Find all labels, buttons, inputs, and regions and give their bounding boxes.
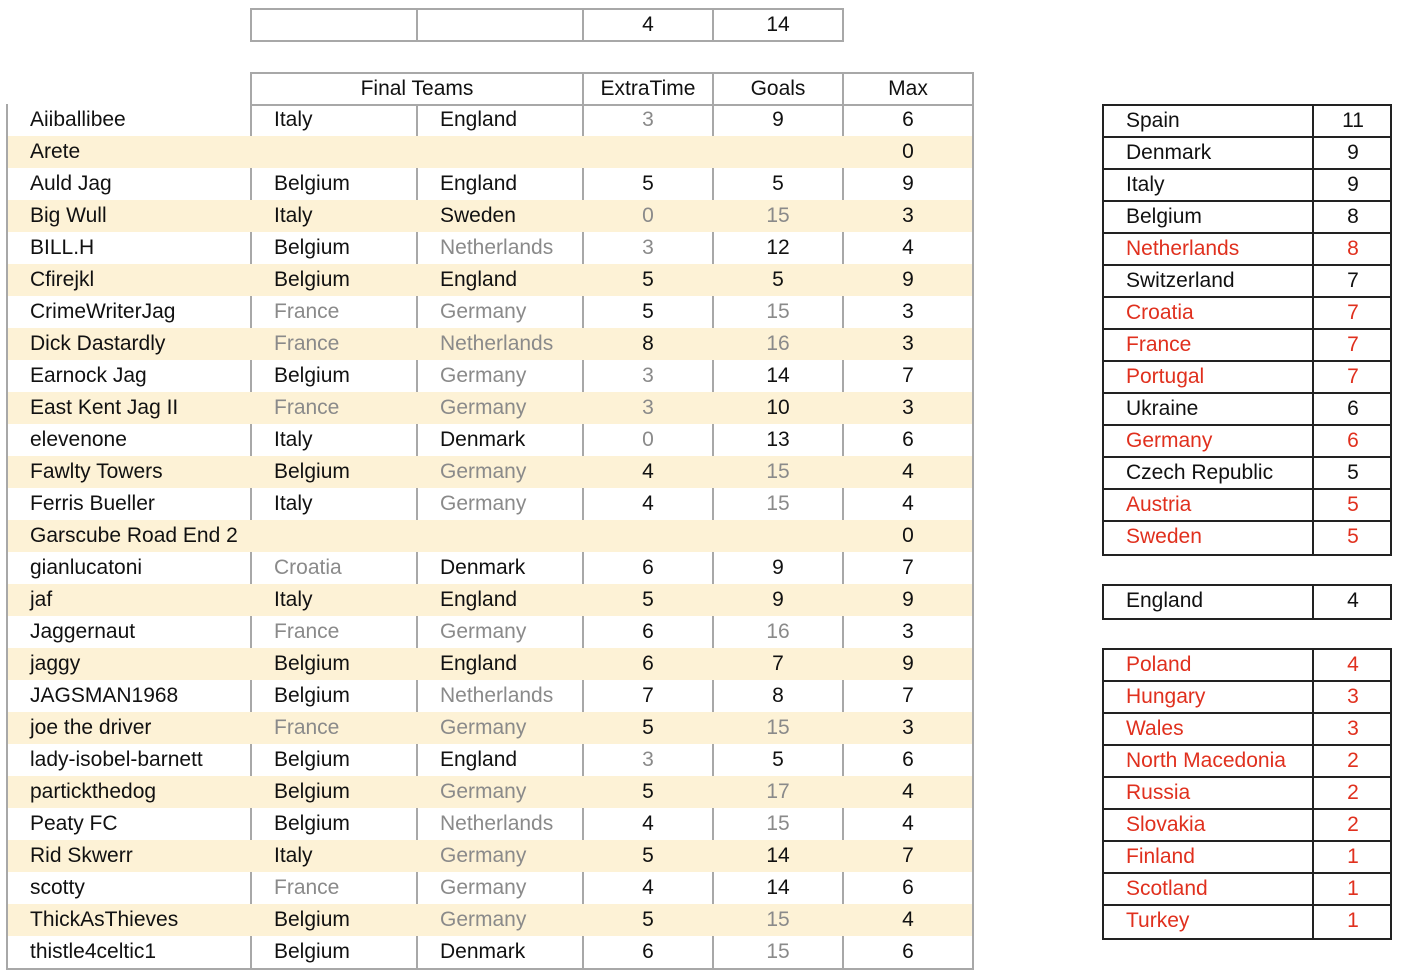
team-name: Turkey (1126, 909, 1190, 932)
team-points: 5 (1347, 493, 1359, 516)
table-row (8, 296, 972, 328)
team-2: England (440, 588, 518, 611)
team-points: 6 (1347, 397, 1359, 420)
team-1: Belgium (274, 364, 350, 387)
max-value: 6 (902, 876, 914, 899)
player-name: jaggy (30, 652, 81, 675)
team-1: France (274, 300, 340, 323)
team-points: 8 (1347, 205, 1359, 228)
extratime-value: 5 (642, 300, 654, 323)
max-value: 9 (902, 588, 914, 611)
table-row (8, 136, 972, 168)
top-cell-2 (416, 8, 584, 42)
team-row (1104, 650, 1390, 682)
team-points-table (1102, 104, 1392, 556)
table-row (8, 936, 972, 968)
goals-value: 14 (766, 844, 790, 867)
player-name: scotty (30, 876, 85, 899)
team-2: Germany (440, 492, 527, 515)
goals-value: 9 (772, 588, 784, 611)
player-name: Ferris Bueller (30, 492, 155, 515)
player-name: lady-isobel-barnett (30, 748, 203, 771)
table-row (8, 456, 972, 488)
team-2: Germany (440, 844, 527, 867)
player-name: partickthedog (30, 780, 157, 803)
header-goals: Goals (712, 72, 844, 106)
goals-value (714, 520, 842, 552)
player-name: Jaggernaut (30, 620, 136, 643)
player-name: East Kent Jag II (30, 396, 179, 419)
team-name: Spain (1126, 109, 1180, 132)
team-name: Ukraine (1126, 397, 1199, 420)
team-name: Switzerland (1126, 269, 1235, 292)
extratime-value: 3 (642, 364, 654, 387)
extratime-value: 5 (642, 844, 654, 867)
team-1: France (274, 876, 340, 899)
max-value: 4 (902, 908, 914, 931)
team-points: 2 (1347, 813, 1359, 836)
table-row (8, 904, 972, 936)
player-name: Cfirejkl (30, 268, 95, 291)
max-value: 3 (902, 396, 914, 419)
team-row (1104, 394, 1390, 426)
player-name: CrimeWriterJag (30, 300, 176, 323)
table-row (8, 520, 972, 552)
player-name: Auld Jag (30, 172, 112, 195)
team-points: 2 (1347, 781, 1359, 804)
team-row (1104, 266, 1390, 298)
extratime-value: 8 (642, 332, 654, 355)
top-cell-1 (250, 8, 418, 42)
team-points: 3 (1347, 685, 1359, 708)
table-row (8, 200, 972, 232)
team-2: Denmark (440, 556, 526, 579)
team-1: France (274, 620, 340, 643)
max-value: 7 (902, 684, 914, 707)
team-row (1104, 906, 1390, 938)
table-row (8, 264, 972, 296)
player-name: gianlucatoni (30, 556, 143, 579)
team-2: Netherlands (440, 236, 554, 259)
team-2: England (440, 108, 518, 131)
extratime-value: 6 (642, 556, 654, 579)
team-1: Belgium (274, 652, 350, 675)
team-2: England (440, 268, 518, 291)
team-1: France (274, 332, 340, 355)
england-points-table (1102, 584, 1392, 620)
team-row (1104, 458, 1390, 490)
table-row (8, 776, 972, 808)
player-name: Dick Dastardly (30, 332, 166, 355)
player-name: Earnock Jag (30, 364, 147, 387)
team-row (1104, 170, 1390, 202)
team-points: 7 (1347, 365, 1359, 388)
header-max: Max (842, 72, 974, 106)
team-name: Belgium (1126, 205, 1202, 228)
extratime-value: 4 (642, 812, 654, 835)
team-name: Russia (1126, 781, 1191, 804)
team-2: Germany (440, 396, 527, 419)
top-cell-extratime-total: 4 (582, 8, 714, 42)
team-name: Hungary (1126, 685, 1206, 708)
extratime-value: 4 (642, 460, 654, 483)
team-2: England (440, 748, 518, 771)
table-row (8, 392, 972, 424)
team-row (1104, 234, 1390, 266)
goals-value: 14 (766, 364, 790, 387)
extratime-value: 3 (642, 236, 654, 259)
max-value: 3 (902, 332, 914, 355)
table-row (8, 648, 972, 680)
goals-value: 13 (766, 428, 790, 451)
player-name: Big Wull (30, 204, 107, 227)
team-2: Netherlands (440, 812, 554, 835)
team-1: Belgium (274, 812, 350, 835)
extratime-value (584, 520, 712, 552)
goals-value: 5 (772, 748, 784, 771)
team-points: 11 (1342, 109, 1364, 132)
team-row (1104, 490, 1390, 522)
team-name: Croatia (1126, 301, 1194, 324)
team-2: Germany (440, 364, 527, 387)
team-2: Germany (440, 620, 527, 643)
max-value: 3 (902, 300, 914, 323)
player-name: Fawlty Towers (30, 460, 163, 483)
team-points: 3 (1347, 717, 1359, 740)
goals-value (714, 136, 842, 168)
team-points: 1 (1347, 909, 1359, 932)
team-name: Wales (1126, 717, 1184, 740)
team-1: Italy (274, 108, 313, 131)
team-points: 4 (1347, 653, 1359, 676)
goals-value: 15 (766, 908, 790, 931)
table-row (8, 488, 972, 520)
team-1: France (274, 716, 340, 739)
eliminated-teams-table (1102, 648, 1392, 940)
team-points: 6 (1347, 429, 1359, 452)
max-value: 3 (902, 716, 914, 739)
team-points: 1 (1347, 845, 1359, 868)
goals-value: 16 (766, 332, 790, 355)
team-1: Italy (274, 844, 313, 867)
team-row (1104, 714, 1390, 746)
table-row (8, 328, 972, 360)
table-row (8, 104, 972, 136)
goals-value: 15 (766, 204, 790, 227)
max-value: 9 (902, 652, 914, 675)
team-name: Denmark (1126, 141, 1212, 164)
team-row (1104, 138, 1390, 170)
player-name: ThickAsThieves (30, 908, 179, 931)
team-1: Italy (274, 428, 313, 451)
table-row (8, 872, 972, 904)
player-name: thistle4celtic1 (30, 940, 157, 963)
extratime-value: 4 (642, 492, 654, 515)
team-1: Belgium (274, 748, 350, 771)
player-name: Arete (30, 140, 81, 163)
team-row (1104, 298, 1390, 330)
max-value: 6 (902, 748, 914, 771)
team-name: Czech Republic (1126, 461, 1274, 484)
max-value: 6 (902, 428, 914, 451)
team-1: Belgium (274, 908, 350, 931)
team-points: 7 (1347, 269, 1359, 292)
max-value: 0 (902, 524, 914, 547)
team-name: Finland (1126, 845, 1195, 868)
max-value: 4 (902, 492, 914, 515)
team-points: 5 (1347, 461, 1359, 484)
team-name: England (1126, 589, 1204, 612)
extratime-value: 0 (642, 204, 654, 227)
team-2: Germany (440, 876, 527, 899)
player-name: BILL.H (30, 236, 95, 259)
team-1: Italy (274, 588, 313, 611)
max-value: 4 (902, 460, 914, 483)
table-row (8, 424, 972, 456)
max-value: 3 (902, 620, 914, 643)
max-value: 0 (902, 140, 914, 163)
team-2: Denmark (440, 428, 526, 451)
goals-value: 16 (766, 620, 790, 643)
team-1: Belgium (274, 268, 350, 291)
goals-value: 15 (766, 716, 790, 739)
team-points: 7 (1347, 301, 1359, 324)
max-value: 4 (902, 236, 914, 259)
team-points: 8 (1347, 237, 1359, 260)
team-2: Germany (440, 780, 527, 803)
max-value: 9 (902, 172, 914, 195)
goals-value: 5 (772, 268, 784, 291)
max-value: 6 (902, 940, 914, 963)
team-row (1104, 330, 1390, 362)
max-value: 7 (902, 364, 914, 387)
header-final-teams: Final Teams (250, 72, 584, 106)
extratime-value: 0 (642, 428, 654, 451)
max-value: 3 (902, 204, 914, 227)
goals-value: 14 (766, 876, 790, 899)
team-points: 1 (1347, 877, 1359, 900)
table-row (8, 168, 972, 200)
team-points: 9 (1347, 141, 1359, 164)
table-row (8, 616, 972, 648)
table-row (8, 712, 972, 744)
max-value: 7 (902, 556, 914, 579)
team-row (1104, 810, 1390, 842)
team-2 (440, 136, 580, 168)
table-row (8, 680, 972, 712)
goals-value: 15 (766, 812, 790, 835)
team-2: England (440, 652, 518, 675)
team-1: Belgium (274, 940, 350, 963)
player-name: Peaty FC (30, 812, 118, 835)
team-2: Germany (440, 908, 527, 931)
team-name: Portugal (1126, 365, 1205, 388)
team-row (1104, 522, 1390, 554)
goals-value: 15 (766, 460, 790, 483)
team-1: Italy (274, 204, 313, 227)
team-name: France (1126, 333, 1192, 356)
extratime-value: 5 (642, 172, 654, 195)
table-row (8, 584, 972, 616)
table-row (8, 808, 972, 840)
extratime-value: 5 (642, 780, 654, 803)
extratime-value: 4 (642, 876, 654, 899)
table-row (8, 552, 972, 584)
team-2: Germany (440, 716, 527, 739)
extratime-value: 6 (642, 652, 654, 675)
team-row (1104, 586, 1390, 618)
team-1 (274, 136, 414, 168)
team-row (1104, 362, 1390, 394)
team-2: Sweden (440, 204, 516, 227)
goals-value: 8 (772, 684, 784, 707)
team-name: Poland (1126, 653, 1192, 676)
table-row (8, 744, 972, 776)
team-1: Belgium (274, 684, 350, 707)
team-1: Belgium (274, 172, 350, 195)
team-points: 5 (1347, 525, 1359, 548)
goals-value: 7 (772, 652, 784, 675)
team-points: 9 (1347, 173, 1359, 196)
goals-value: 15 (766, 940, 790, 963)
team-name: Germany (1126, 429, 1213, 452)
max-value: 7 (902, 844, 914, 867)
team-points: 4 (1347, 589, 1359, 612)
extratime-value: 5 (642, 588, 654, 611)
player-name: joe the driver (30, 716, 152, 739)
team-1: Belgium (274, 780, 350, 803)
team-points: 2 (1347, 749, 1359, 772)
extratime-value: 3 (642, 396, 654, 419)
team-name: Sweden (1126, 525, 1202, 548)
extratime-value: 7 (642, 684, 654, 707)
table-row (8, 840, 972, 872)
team-1: Italy (274, 492, 313, 515)
team-2: Denmark (440, 940, 526, 963)
table-row (8, 360, 972, 392)
extratime-value: 3 (642, 108, 654, 131)
top-cell-goals-total: 14 (712, 8, 844, 42)
team-row (1104, 746, 1390, 778)
team-2: Germany (440, 300, 527, 323)
goals-value: 9 (772, 108, 784, 131)
team-1: Belgium (274, 460, 350, 483)
team-row (1104, 426, 1390, 458)
team-1: Croatia (274, 556, 342, 579)
max-value: 9 (902, 268, 914, 291)
team-points: 7 (1347, 333, 1359, 356)
team-name: Italy (1126, 173, 1165, 196)
predictions-table (6, 104, 974, 970)
team-2: Netherlands (440, 684, 554, 707)
goals-value: 15 (766, 492, 790, 515)
team-2: England (440, 172, 518, 195)
team-1 (274, 520, 414, 552)
header-extratime: ExtraTime (582, 72, 714, 106)
team-row (1104, 778, 1390, 810)
player-name: Aiiballibee (30, 108, 126, 131)
team-name: North Macedonia (1126, 749, 1286, 772)
extratime-value (584, 136, 712, 168)
team-row (1104, 842, 1390, 874)
team-1: France (274, 396, 340, 419)
team-name: Austria (1126, 493, 1192, 516)
team-2: Germany (440, 460, 527, 483)
player-name: elevenone (30, 428, 127, 451)
player-name: jaf (30, 588, 53, 611)
max-value: 6 (902, 108, 914, 131)
extratime-value: 3 (642, 748, 654, 771)
player-name: Garscube Road End 2 (30, 524, 238, 547)
extratime-value: 5 (642, 716, 654, 739)
player-name: JAGSMAN1968 (30, 684, 179, 707)
max-value: 4 (902, 780, 914, 803)
team-name: Scotland (1126, 877, 1208, 900)
team-row (1104, 106, 1390, 138)
extratime-value: 6 (642, 620, 654, 643)
team-2: Netherlands (440, 332, 554, 355)
extratime-value: 5 (642, 908, 654, 931)
goals-value: 9 (772, 556, 784, 579)
goals-value: 15 (766, 300, 790, 323)
player-name: Rid Skwerr (30, 844, 133, 867)
extratime-value: 5 (642, 268, 654, 291)
extratime-value: 6 (642, 940, 654, 963)
team-row (1104, 202, 1390, 234)
team-2 (440, 520, 580, 552)
goals-value: 10 (766, 396, 790, 419)
team-row (1104, 682, 1390, 714)
max-value: 4 (902, 812, 914, 835)
team-row (1104, 874, 1390, 906)
team-name: Netherlands (1126, 237, 1240, 260)
table-row (8, 232, 972, 264)
team-1: Belgium (274, 236, 350, 259)
goals-value: 5 (772, 172, 784, 195)
team-name: Slovakia (1126, 813, 1206, 836)
goals-value: 17 (766, 780, 790, 803)
goals-value: 12 (766, 236, 790, 259)
